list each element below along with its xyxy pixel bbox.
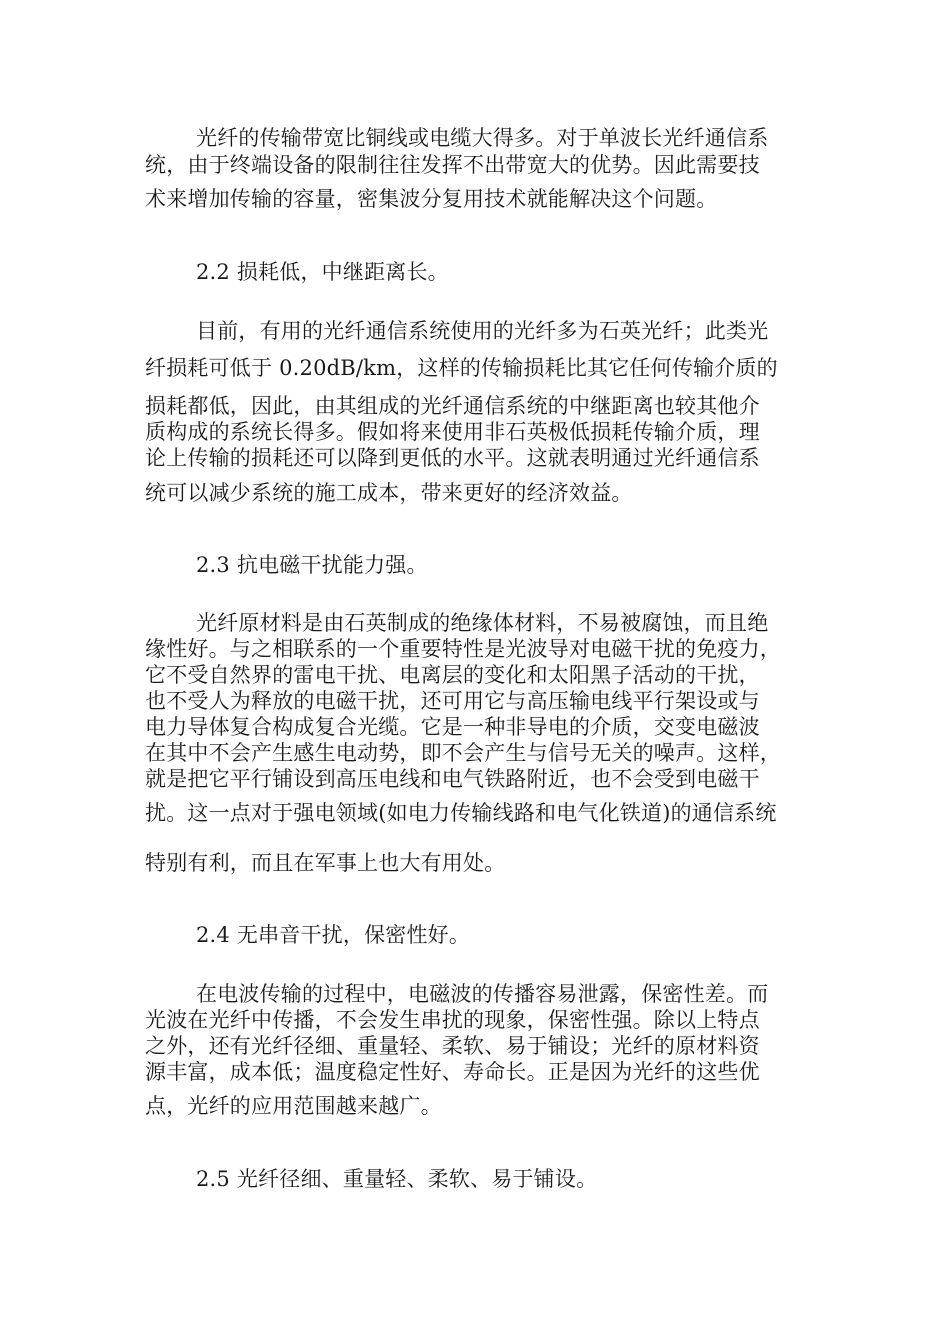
paragraph-line: 统，由于终端设备的限制往往发挥不出带宽大的优势。因此需要技	[145, 153, 760, 177]
paragraph-line: 论上传输的损耗还可以降到更低的水平。这就表明通过光纤通信系	[145, 446, 760, 470]
paragraph-line: 目前，有用的光纤通信系统使用的光纤多为石英光纤；此类光	[196, 319, 769, 343]
section-heading-2-4: 2.4 无串音干扰，保密性好。	[196, 923, 471, 947]
paragraph-line: 点，光纤的应用范围越来越广。	[145, 1094, 442, 1118]
section-heading-2-3: 2.3 抗电磁干扰能力强。	[196, 553, 428, 577]
paragraph-line: 之外，还有光纤径细、重量轻、柔软、易于铺设；光纤的原材料资	[145, 1034, 760, 1058]
paragraph-line: 缘性好。与之相联系的一个重要特性是光波导对电磁干扰的免疫力，	[145, 637, 781, 661]
section-heading-2-5: 2.5 光纤径细、重量轻、柔软、易于铺设。	[196, 1167, 598, 1191]
paragraph-line: 它不受自然界的雷电干扰、电离层的变化和太阳黑子活动的干扰，	[145, 663, 760, 687]
paragraph-line: 光纤原材料是由石英制成的绝缘体材料，不易被腐蚀，而且绝	[196, 611, 769, 635]
paragraph-line: 纤损耗可低于 0.20dB/km，这样的传输损耗比其它任何传输介质的	[145, 356, 778, 380]
paragraph-line: 源丰富，成本低；温度稳定性好、寿命长。正是因为光纤的这些优	[145, 1060, 760, 1084]
section-heading-2-2: 2.2 损耗低，中继距离长。	[196, 260, 449, 284]
paragraph-line: 扰。这一点对于强电领域(如电力传输线路和电气化铁道)的通信系统	[145, 801, 777, 825]
paragraph-line: 特别有利，而且在军事上也大有用处。	[145, 851, 506, 875]
paragraph-line: 光纤的传输带宽比铜线或电缆大得多。对于单波长光纤通信系	[196, 126, 769, 150]
paragraph-line: 在电波传输的过程中，电磁波的传播容易泄露，保密性差。而	[196, 982, 769, 1006]
paragraph-line: 损耗都低，因此，由其组成的光纤通信系统的中继距离也较其他介	[145, 394, 760, 418]
paragraph-line: 光波在光纤中传播，不会发生串扰的现象，保密性强。除以上特点	[145, 1008, 760, 1032]
paragraph-line: 就是把它平行铺设到高压电线和电气铁路附近，也不会受到电磁干	[145, 767, 760, 791]
paragraph-line: 电力导体复合构成复合光缆。它是一种非导电的介质，交变电磁波	[145, 715, 760, 739]
paragraph-line: 质构成的系统长得多。假如将来使用非石英极低损耗传输介质，理	[145, 420, 760, 444]
paragraph-line: 也不受人为释放的电磁干扰，还可用它与高压输电线平行架设或与	[145, 689, 760, 713]
paragraph-line: 术来增加传输的容量，密集波分复用技术就能解决这个问题。	[145, 187, 718, 211]
paragraph-line: 在其中不会产生感生电动势，即不会产生与信号无关的噪声。这样，	[145, 741, 781, 765]
paragraph-line: 统可以减少系统的施工成本，带来更好的经济效益。	[145, 481, 633, 505]
